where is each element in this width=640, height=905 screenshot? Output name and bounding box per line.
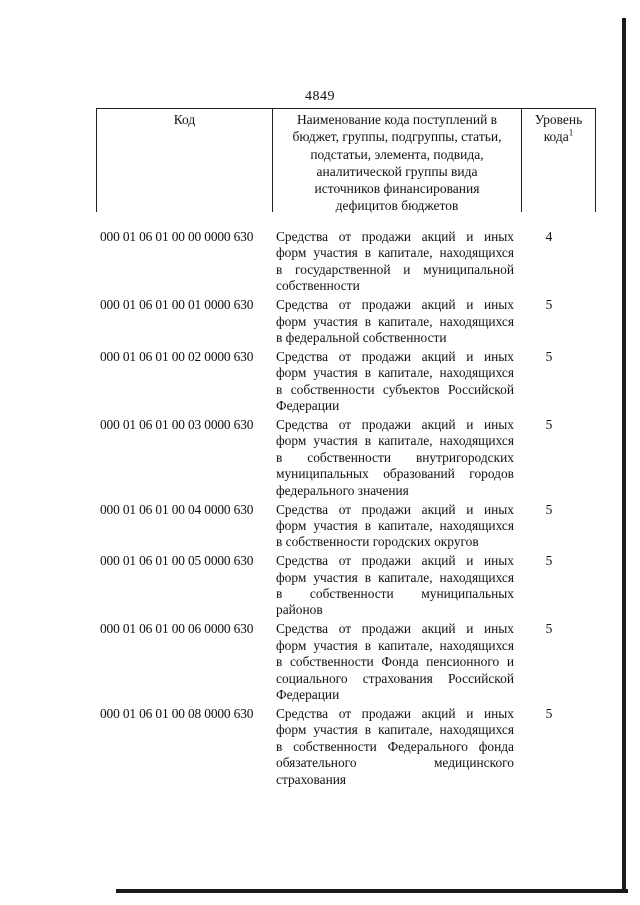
row-name-line: Средства от продажи акций и иных	[276, 705, 514, 721]
row-code: 000 01 06 01 00 08 0000 630	[100, 705, 254, 721]
table-row	[100, 417, 600, 499]
row-name-line: форм участия в капитале, находящихся	[276, 365, 514, 381]
row-name-line: в федеральной собственности	[276, 329, 447, 345]
row-name	[276, 349, 514, 415]
page-number: 4849	[305, 89, 335, 104]
header-name-line: дефицитов бюджетов	[335, 198, 459, 214]
row-name-line: Средства от продажи акций и иных	[276, 501, 514, 517]
row-level: 5	[545, 348, 553, 364]
row-name-line: Федерации	[276, 686, 340, 702]
header-name-line: подстатьи, элемента, подвида,	[310, 146, 484, 162]
row-name	[276, 706, 514, 788]
row-name-line: в государственной и муниципальной	[276, 261, 514, 277]
header-name-line: источников финансирования	[314, 181, 480, 197]
table-row	[100, 297, 600, 346]
row-level: 5	[545, 297, 553, 313]
row-code: 000 01 06 01 00 03 0000 630	[100, 416, 254, 432]
row-name-line: Средства от продажи акций и иных	[276, 297, 514, 313]
row-level: 5	[545, 705, 553, 721]
row-name-line: собственности	[276, 278, 360, 294]
row-name-line: форм участия в капитале, находящихся	[276, 722, 514, 738]
row-name-line: в собственности муниципальных	[276, 586, 514, 602]
header-name-line: аналитической группы вида	[316, 163, 478, 179]
table-header	[96, 108, 596, 212]
header-name-line: Наименование кода поступлений в	[296, 112, 498, 127]
row-name-line: в собственности субъектов Российской	[276, 381, 514, 397]
row-name-line: форм участия в капитале, находящихся	[276, 517, 514, 533]
row-name-line: Средства от продажи акций и иных	[276, 553, 514, 569]
table-row	[100, 349, 600, 415]
row-code: 000 01 06 01 00 02 0000 630	[100, 348, 254, 364]
table-body	[100, 229, 600, 790]
row-name-line: Средства от продажи акций и иных	[276, 621, 514, 637]
row-name	[276, 417, 514, 499]
row-level: 5	[545, 416, 553, 432]
table-row	[100, 706, 600, 788]
row-name-line: Средства от продажи акций и иных	[276, 416, 514, 432]
row-name	[276, 297, 514, 346]
row-code: 000 01 06 01 00 05 0000 630	[100, 553, 254, 569]
row-name-line: в собственности городских округов	[276, 534, 479, 550]
header-level-text: кода	[543, 129, 569, 145]
footnote-marker: 1	[568, 127, 574, 138]
row-level: 5	[545, 501, 553, 517]
row-name-line: Средства от продажи акций и иных	[276, 229, 514, 244]
row-name	[276, 502, 514, 551]
table-row	[100, 621, 600, 703]
row-name-line: в собственности Федерального фонда	[276, 738, 514, 754]
table-row	[100, 502, 600, 551]
table-row	[100, 553, 600, 619]
row-name-line: форм участия в капитале, находящихся	[276, 637, 514, 653]
header-name	[273, 109, 522, 212]
row-code: 000 01 06 01 00 00 0000 630	[100, 229, 254, 244]
row-level: 4	[545, 229, 553, 244]
header-level-line	[522, 128, 595, 145]
header-name-line: бюджет, группы, подгруппы, статьи,	[292, 129, 502, 145]
row-level: 5	[545, 621, 553, 637]
header-level	[522, 109, 595, 212]
header-level-line: Уровень	[534, 112, 583, 127]
row-name-line: в собственности внутригородских	[276, 449, 514, 465]
row-code: 000 01 06 01 00 01 0000 630	[100, 297, 254, 313]
row-name-line: федерального значения	[276, 482, 409, 498]
row-name	[276, 621, 514, 703]
row-name-line: форм участия в капитале, находящихся	[276, 313, 514, 329]
scan-edge-bottom	[116, 889, 628, 893]
row-name-line: в собственности Фонда пенсионного и	[276, 654, 514, 670]
row-code: 000 01 06 01 00 06 0000 630	[100, 621, 254, 637]
row-name-line: обязательного медицинского	[276, 755, 514, 771]
table-row	[100, 229, 600, 295]
row-name-line: страхования	[276, 771, 347, 787]
row-name-line: форм участия в капитале, находящихся	[276, 569, 514, 585]
header-code: Код	[97, 109, 273, 212]
row-code: 000 01 06 01 00 04 0000 630	[100, 501, 254, 517]
row-name-line: Федерации	[276, 398, 340, 414]
row-name	[276, 229, 514, 295]
row-name-line: районов	[276, 602, 323, 618]
scan-edge-right	[622, 18, 626, 890]
row-name-line: Средства от продажи акций и иных	[276, 348, 514, 364]
row-name-line: социального страхования Российской	[276, 670, 514, 686]
row-name-line: форм участия в капитале, находящихся	[276, 245, 514, 261]
row-name-line: форм участия в капитале, находящихся	[276, 433, 514, 449]
row-level: 5	[545, 553, 553, 569]
row-name-line: муниципальных образований городов	[276, 466, 514, 482]
row-name	[276, 553, 514, 619]
